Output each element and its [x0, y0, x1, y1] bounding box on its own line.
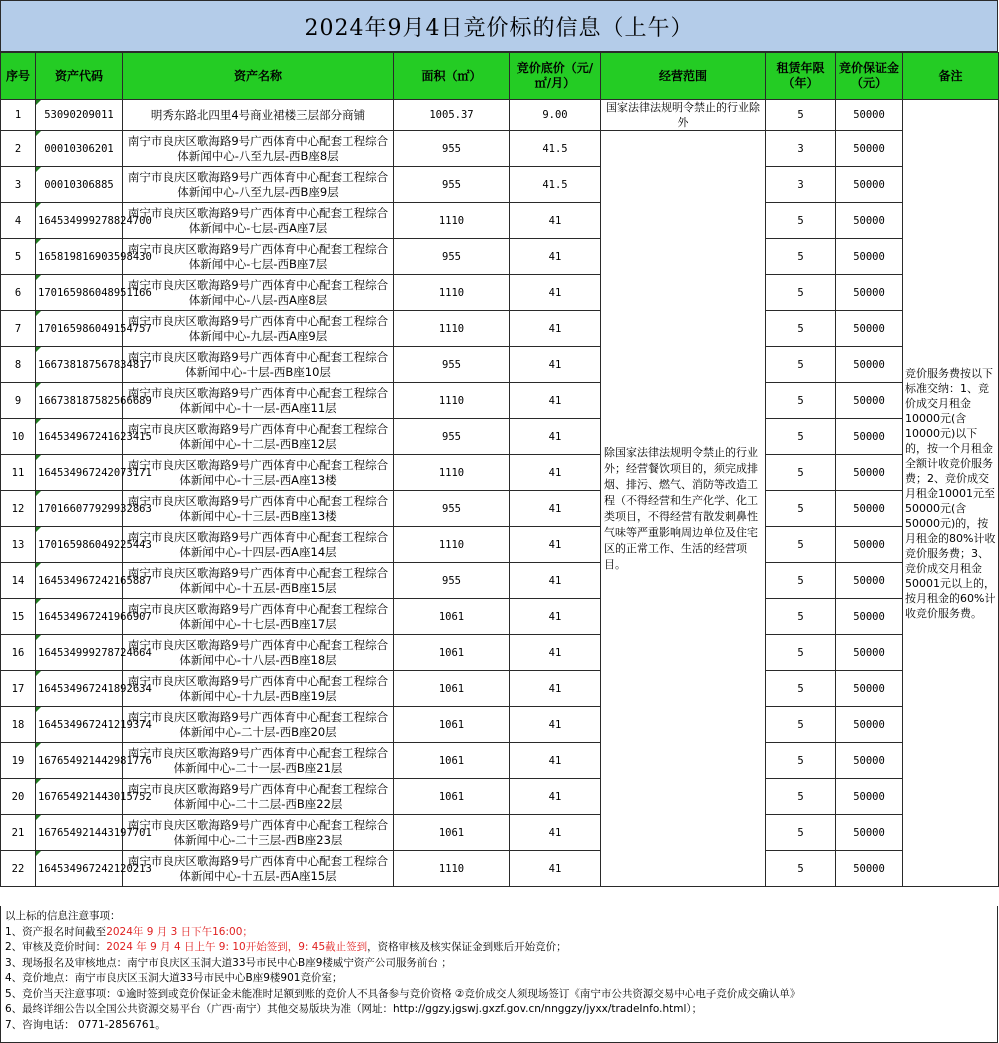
table-row	[1, 599, 999, 635]
cell-name[interactable]: 南宁市良庆区歌海路9号广西体育中心配套工程综合体新闻中心-十二层-西B座12层	[123, 419, 394, 455]
cell-term[interactable]: 5	[766, 743, 836, 779]
cell-price[interactable]: 41	[510, 563, 601, 599]
cell-code[interactable]: 167654921442981776	[36, 743, 123, 779]
cell-code[interactable]: 53090209011	[36, 100, 123, 131]
cell-area[interactable]: 1061	[394, 635, 510, 671]
cell-deposit[interactable]: 50000	[836, 167, 903, 203]
cell-price[interactable]: 41	[510, 815, 601, 851]
cell-code[interactable]: 167654921443197701	[36, 815, 123, 851]
cell-price[interactable]: 41	[510, 671, 601, 707]
cell-price[interactable]: 41.5	[510, 167, 601, 203]
cell-area[interactable]: 955	[394, 239, 510, 275]
cell-term[interactable]: 5	[766, 851, 836, 887]
cell-name[interactable]: 南宁市良庆区歌海路9号广西体育中心配套工程综合体新闻中心-十一层-西A座11层	[123, 383, 394, 419]
cell-code[interactable]: 165819816903598430	[36, 239, 123, 275]
cell-seq[interactable]: 14	[1, 563, 36, 599]
cell-name[interactable]: 南宁市良庆区歌海路9号广西体育中心配套工程综合体新闻中心-十三层-西A座13楼	[123, 455, 394, 491]
header-seq[interactable]: 序号	[1, 53, 36, 100]
cell-term[interactable]: 5	[766, 599, 836, 635]
cell-code[interactable]: 00010306885	[36, 167, 123, 203]
cell-code[interactable]: 170166077929932863	[36, 491, 123, 527]
note-line-4: 4、竞价地点：南宁市良庆区玉洞大道33号市民中心B座9楼901竞价室；	[5, 972, 343, 984]
cell-scope-merged[interactable]: 除国家法律法规明令禁止的行业外；经营餐饮项目的，须完成排烟、排污、燃气、消防等改造工程（不得经营和生产化学、化工类项目，不得经营有散发刺鼻性气味等严重影响周边单位及住宅区的正常工作、生活的经营项目。	[601, 131, 766, 887]
cell-name[interactable]: 南宁市良庆区歌海路9号广西体育中心配套工程综合体新闻中心-八至九层-西B座8层	[123, 131, 394, 167]
table-row	[1, 491, 999, 527]
cell-area[interactable]: 955	[394, 347, 510, 383]
cell-term[interactable]: 5	[766, 779, 836, 815]
cell-deposit[interactable]: 50000	[836, 419, 903, 455]
cell-deposit[interactable]: 50000	[836, 563, 903, 599]
cell-seq[interactable]: 18	[1, 707, 36, 743]
cell-deposit[interactable]: 50000	[836, 383, 903, 419]
cell-name[interactable]: 南宁市良庆区歌海路9号广西体育中心配套工程综合体新闻中心-二十二层-西B座22层	[123, 779, 394, 815]
cell-code[interactable]: 164534999278824700	[36, 203, 123, 239]
cell-term[interactable]: 5	[766, 347, 836, 383]
table-row	[1, 311, 999, 347]
cell-seq[interactable]: 13	[1, 527, 36, 563]
cell-code[interactable]: 164534967242120213	[36, 851, 123, 887]
cell-deposit[interactable]: 50000	[836, 779, 903, 815]
cell-term[interactable]: 5	[766, 635, 836, 671]
cell-name[interactable]: 南宁市良庆区歌海路9号广西体育中心配套工程综合体新闻中心-十三层-西B座13楼	[123, 491, 394, 527]
cell-term[interactable]: 5	[766, 275, 836, 311]
cell-price[interactable]: 41	[510, 383, 601, 419]
cell-term[interactable]: 3	[766, 167, 836, 203]
cell-code[interactable]: 164534967241892634	[36, 671, 123, 707]
cell-price[interactable]: 41	[510, 239, 601, 275]
cell-price[interactable]: 41	[510, 599, 601, 635]
cell-name[interactable]: 南宁市良庆区歌海路9号广西体育中心配套工程综合体新闻中心-七层-西B座7层	[123, 239, 394, 275]
table-row	[1, 815, 999, 851]
cell-seq[interactable]: 9	[1, 383, 36, 419]
cell-deposit[interactable]: 50000	[836, 599, 903, 635]
cell-term[interactable]: 5	[766, 563, 836, 599]
cell-code[interactable]: 170165986049154757	[36, 311, 123, 347]
cell-price[interactable]: 41	[510, 707, 601, 743]
table-row	[1, 743, 999, 779]
cell-deposit[interactable]: 50000	[836, 239, 903, 275]
cell-seq[interactable]: 6	[1, 275, 36, 311]
table-row	[1, 100, 999, 131]
cell-term[interactable]: 5	[766, 203, 836, 239]
notes-section	[0, 906, 998, 1043]
header-name[interactable]: 资产名称	[123, 53, 394, 100]
cell-price[interactable]: 41	[510, 347, 601, 383]
cell-area[interactable]: 1110	[394, 275, 510, 311]
cell-area[interactable]: 1110	[394, 311, 510, 347]
cell-deposit[interactable]: 50000	[836, 671, 903, 707]
cell-term[interactable]: 5	[766, 383, 836, 419]
cell-area[interactable]: 955	[394, 131, 510, 167]
cell-code[interactable]: 164534967242165887	[36, 563, 123, 599]
cell-name[interactable]: 南宁市良庆区歌海路9号广西体育中心配套工程综合体新闻中心-十七层-西B座17层	[123, 599, 394, 635]
table-row	[1, 419, 999, 455]
cell-term[interactable]: 5	[766, 491, 836, 527]
table-row	[1, 527, 999, 563]
cell-deposit[interactable]: 50000	[836, 347, 903, 383]
cell-code[interactable]: 00010306201	[36, 131, 123, 167]
cell-area[interactable]: 1061	[394, 743, 510, 779]
note-line-3: 3、现场报名及审核地点：南宁市良庆区玉洞大道33号市民中心B座9楼威宁资产公司服务前台 ；	[5, 956, 452, 969]
cell-seq[interactable]: 16	[1, 635, 36, 671]
cell-area[interactable]: 955	[394, 491, 510, 527]
cell-code[interactable]: 166738187567834817	[36, 347, 123, 383]
cell-seq[interactable]: 2	[1, 131, 36, 167]
cell-seq[interactable]: 12	[1, 491, 36, 527]
note-line-6: 6、最终详细公告以全国公共资源交易平台（广西·南宁）其他交易版块为准（网址：http://ggzy.jgswj.gxzf.gov.cn/nnggzy/jyxx/tradeInfo.html）；	[5, 1003, 703, 1015]
table-row	[1, 671, 999, 707]
cell-term[interactable]: 5	[766, 100, 836, 131]
cell-area[interactable]: 1110	[394, 455, 510, 491]
header-deposit[interactable]: 竞价保证金（元）	[836, 53, 903, 100]
cell-code[interactable]: 166738187582566689	[36, 383, 123, 419]
cell-name[interactable]: 南宁市良庆区歌海路9号广西体育中心配套工程综合体新闻中心-七层-西A座7层	[123, 203, 394, 239]
cell-name[interactable]: 南宁市良庆区歌海路9号广西体育中心配套工程综合体新闻中心-十五层-西A座15层	[123, 851, 394, 887]
table-row	[1, 851, 999, 887]
cell-code[interactable]: 167654921443015752	[36, 779, 123, 815]
cell-price[interactable]: 41	[510, 455, 601, 491]
cell-price[interactable]: 41	[510, 203, 601, 239]
auction-table	[0, 52, 999, 887]
cell-seq[interactable]: 11	[1, 455, 36, 491]
cell-price[interactable]: 9.00	[510, 100, 601, 131]
cell-area[interactable]: 955	[394, 419, 510, 455]
cell-deposit[interactable]: 50000	[836, 275, 903, 311]
cell-area[interactable]: 1110	[394, 383, 510, 419]
table-row	[1, 563, 999, 599]
cell-seq[interactable]: 17	[1, 671, 36, 707]
cell-name[interactable]: 南宁市良庆区歌海路9号广西体育中心配套工程综合体新闻中心-十层-西B座10层	[123, 347, 394, 383]
cell-code[interactable]: 164534999278724664	[36, 635, 123, 671]
cell-deposit[interactable]: 50000	[836, 707, 903, 743]
cell-area[interactable]: 1061	[394, 599, 510, 635]
cell-deposit[interactable]: 50000	[836, 131, 903, 167]
cell-deposit[interactable]: 50000	[836, 527, 903, 563]
header-scope[interactable]: 经营范围	[601, 53, 766, 100]
cell-area[interactable]: 1061	[394, 671, 510, 707]
cell-seq[interactable]: 10	[1, 419, 36, 455]
table-row	[1, 167, 999, 203]
cell-code[interactable]: 164534967241966907	[36, 599, 123, 635]
cell-term[interactable]: 5	[766, 239, 836, 275]
cell-price[interactable]: 41	[510, 419, 601, 455]
cell-name[interactable]: 南宁市良庆区歌海路9号广西体育中心配套工程综合体新闻中心-二十层-西B座20层	[123, 707, 394, 743]
cell-deposit[interactable]: 50000	[836, 100, 903, 131]
table-row	[1, 203, 999, 239]
cell-area[interactable]: 1110	[394, 527, 510, 563]
cell-deposit[interactable]: 50000	[836, 311, 903, 347]
cell-seq[interactable]: 21	[1, 815, 36, 851]
cell-seq[interactable]: 1	[1, 100, 36, 131]
cell-code[interactable]: 164534967241219374	[36, 707, 123, 743]
cell-area[interactable]: 1061	[394, 815, 510, 851]
cell-seq[interactable]: 5	[1, 239, 36, 275]
notes-heading: 以上标的信息注意事项：	[5, 910, 121, 922]
cell-deposit[interactable]: 50000	[836, 815, 903, 851]
cell-term[interactable]: 5	[766, 707, 836, 743]
header-price[interactable]: 竞价底价（元/㎡/月）	[510, 53, 601, 100]
cell-area[interactable]: 1110	[394, 203, 510, 239]
cell-price[interactable]: 41	[510, 527, 601, 563]
table-row	[1, 131, 999, 167]
cell-term[interactable]: 5	[766, 671, 836, 707]
table-row	[1, 779, 999, 815]
cell-area[interactable]: 1061	[394, 779, 510, 815]
cell-seq[interactable]: 19	[1, 743, 36, 779]
header-row	[1, 53, 999, 100]
cell-name[interactable]: 南宁市良庆区歌海路9号广西体育中心配套工程综合体新闻中心-十八层-西B座18层	[123, 635, 394, 671]
table-row	[1, 707, 999, 743]
note-line-1: 1、资产报名时间截至2024年 9 月 3 日下午16:00；	[5, 925, 253, 938]
cell-price[interactable]: 41	[510, 743, 601, 779]
sheet-title: 2024年9月4日竞价标的信息（上午）	[0, 0, 998, 52]
cell-seq[interactable]: 20	[1, 779, 36, 815]
cell-price[interactable]: 41	[510, 311, 601, 347]
table-row	[1, 275, 999, 311]
cell-name[interactable]: 南宁市良庆区歌海路9号广西体育中心配套工程综合体新闻中心-十五层-西B座15层	[123, 563, 394, 599]
cell-code[interactable]: 164534967241623415	[36, 419, 123, 455]
cell-name[interactable]: 南宁市良庆区歌海路9号广西体育中心配套工程综合体新闻中心-二十一层-西B座21层	[123, 743, 394, 779]
cell-area[interactable]: 1005.37	[394, 100, 510, 131]
cell-price[interactable]: 41	[510, 851, 601, 887]
cell-deposit[interactable]: 50000	[836, 455, 903, 491]
cell-term[interactable]: 5	[766, 455, 836, 491]
cell-remark-merged[interactable]: 竞价服务费按以下标准交纳：1、竞价成交月租金10000元(含10000元)以下的，按一个月租金全额计收竞价服务费；2、竞价成交月租金10001元至50000元(含50000元)的，按月租金的80%计收竞价服务费；3、竞价成交月租金50001元以上的，按月租金的60%计收竞价服务费。	[903, 100, 999, 887]
cell-name[interactable]: 南宁市良庆区歌海路9号广西体育中心配套工程综合体新闻中心-二十三层-西B座23层	[123, 815, 394, 851]
cell-price[interactable]: 41	[510, 275, 601, 311]
cell-term[interactable]: 5	[766, 815, 836, 851]
note-line-2: 2、审核及竞价时间：2024 年 9 月 4 日上午 9: 10开始签到，9: 45截止签到，资格审核及核实保证金到账后开始竞价；	[5, 941, 567, 953]
cell-deposit[interactable]: 50000	[836, 635, 903, 671]
cell-deposit[interactable]: 50000	[836, 743, 903, 779]
cell-scope[interactable]: 国家法律法规明令禁止的行业除外	[601, 100, 766, 131]
cell-name[interactable]: 明秀东路北四里4号商业裙楼三层部分商铺	[123, 100, 394, 131]
cell-seq[interactable]: 4	[1, 203, 36, 239]
header-term[interactable]: 租赁年限（年）	[766, 53, 836, 100]
cell-price[interactable]: 41	[510, 779, 601, 815]
cell-price[interactable]: 41.5	[510, 131, 601, 167]
cell-seq[interactable]: 7	[1, 311, 36, 347]
cell-name[interactable]: 南宁市良庆区歌海路9号广西体育中心配套工程综合体新闻中心-八层-西A座8层	[123, 275, 394, 311]
cell-name[interactable]: 南宁市良庆区歌海路9号广西体育中心配套工程综合体新闻中心-十四层-西A座14层	[123, 527, 394, 563]
cell-term[interactable]: 3	[766, 131, 836, 167]
header-area[interactable]: 面积（㎡）	[394, 53, 510, 100]
header-code[interactable]: 资产代码	[36, 53, 123, 100]
cell-area[interactable]: 955	[394, 563, 510, 599]
note-line-7: 7、咨询电话： 0771-2856761。	[5, 1018, 166, 1031]
cell-code[interactable]: 170165986048951166	[36, 275, 123, 311]
cell-deposit[interactable]: 50000	[836, 491, 903, 527]
cell-code[interactable]: 170165986049225443	[36, 527, 123, 563]
cell-code[interactable]: 164534967242073171	[36, 455, 123, 491]
cell-name[interactable]: 南宁市良庆区歌海路9号广西体育中心配套工程综合体新闻中心-八至九层-西B座9层	[123, 167, 394, 203]
cell-price[interactable]: 41	[510, 635, 601, 671]
cell-seq[interactable]: 8	[1, 347, 36, 383]
cell-area[interactable]: 1061	[394, 707, 510, 743]
cell-seq[interactable]: 22	[1, 851, 36, 887]
cell-area[interactable]: 955	[394, 167, 510, 203]
cell-area[interactable]: 1110	[394, 851, 510, 887]
table-row	[1, 383, 999, 419]
cell-term[interactable]: 5	[766, 527, 836, 563]
header-remark[interactable]: 备注	[903, 53, 999, 100]
cell-name[interactable]: 南宁市良庆区歌海路9号广西体育中心配套工程综合体新闻中心-十九层-西B座19层	[123, 671, 394, 707]
table-row	[1, 635, 999, 671]
cell-term[interactable]: 5	[766, 419, 836, 455]
cell-deposit[interactable]: 50000	[836, 203, 903, 239]
cell-price[interactable]: 41	[510, 491, 601, 527]
cell-deposit[interactable]: 50000	[836, 851, 903, 887]
table-row	[1, 455, 999, 491]
cell-term[interactable]: 5	[766, 311, 836, 347]
table-row	[1, 239, 999, 275]
note-line-5: 5、竞价当天注意事项：①逾时签到或竞价保证金未能准时足额到账的竞价人不具备参与竞价资格 ②竞价成交人须现场签订《南宁市公共资源交易中心电子竞价成交确认单》	[5, 987, 801, 1000]
table-row	[1, 347, 999, 383]
cell-name[interactable]: 南宁市良庆区歌海路9号广西体育中心配套工程综合体新闻中心-九层-西A座9层	[123, 311, 394, 347]
cell-seq[interactable]: 15	[1, 599, 36, 635]
cell-seq[interactable]: 3	[1, 167, 36, 203]
